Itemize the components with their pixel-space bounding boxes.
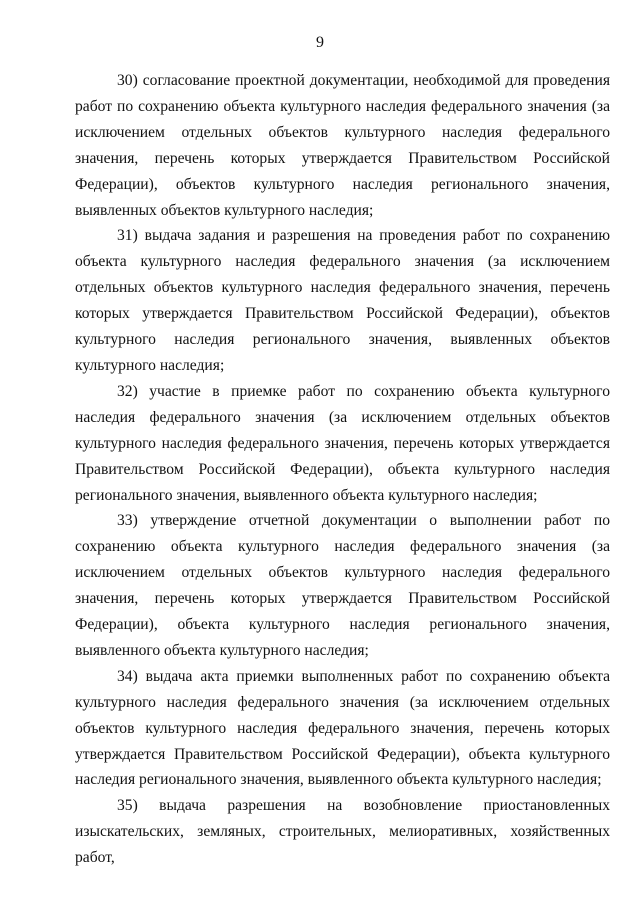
- paragraph-item-33: 33) утверждение отчетной документации о выполнении работ по сохранению объекта культурного наследия федерального значения (за исключением отдельных объектов культурного наследия федерального значения, перечень которых утверждается Правительством Российской Федерации), объекта культурного наследия регионального значения, выявленного объекта культурного наследия;: [75, 512, 610, 659]
- paragraph-item-32: 32) участие в приемке работ по сохранению объекта культурного наследия федерального значения (за исключением отдельных объектов культурного наследия федерального значения, перечень которых утверждается Правительством Российской Федерации), объекта культурного наследия регионального значения, выявленного объекта культурного наследия;: [75, 382, 610, 504]
- page-number: 9: [316, 34, 324, 51]
- paragraph-item-35: 35) выдача разрешения на возобновление приостановленных изыскательских, земляных, строительных, мелиоративных, хозяйственных работ,: [75, 797, 610, 867]
- paragraph-item-34: 34) выдача акта приемки выполненных работ по сохранению объекта культурного наследия федерального значения (за исключением отдельных объектов культурного наследия федерального значения, перечень которых утверждается Правительством Российской Федерации), объекта культурного наследия регионального значения, выявленного объекта культурного наследия;: [75, 667, 610, 789]
- document-body: [75, 68, 610, 871]
- paragraph-item-31: 31) выдача задания и разрешения на проведения работ по сохранению объекта культурного наследия федерального значения (за исключением отдельных объектов культурного наследия федерального значения, перечень которых утверждается Правительством Российской Федерации), объектов культурного наследия регионального значения, выявленных объектов культурного наследия;: [75, 227, 610, 374]
- paragraph-item-30: 30) согласование проектной документации, необходимой для проведения работ по сохранению объекта культурного наследия федерального значения (за исключением отдельных объектов культурного наследия федерального значения, перечень которых утверждается Правительством Российской Федерации), объектов культурного наследия регионального значения, выявленных объектов культурного наследия;: [75, 72, 610, 219]
